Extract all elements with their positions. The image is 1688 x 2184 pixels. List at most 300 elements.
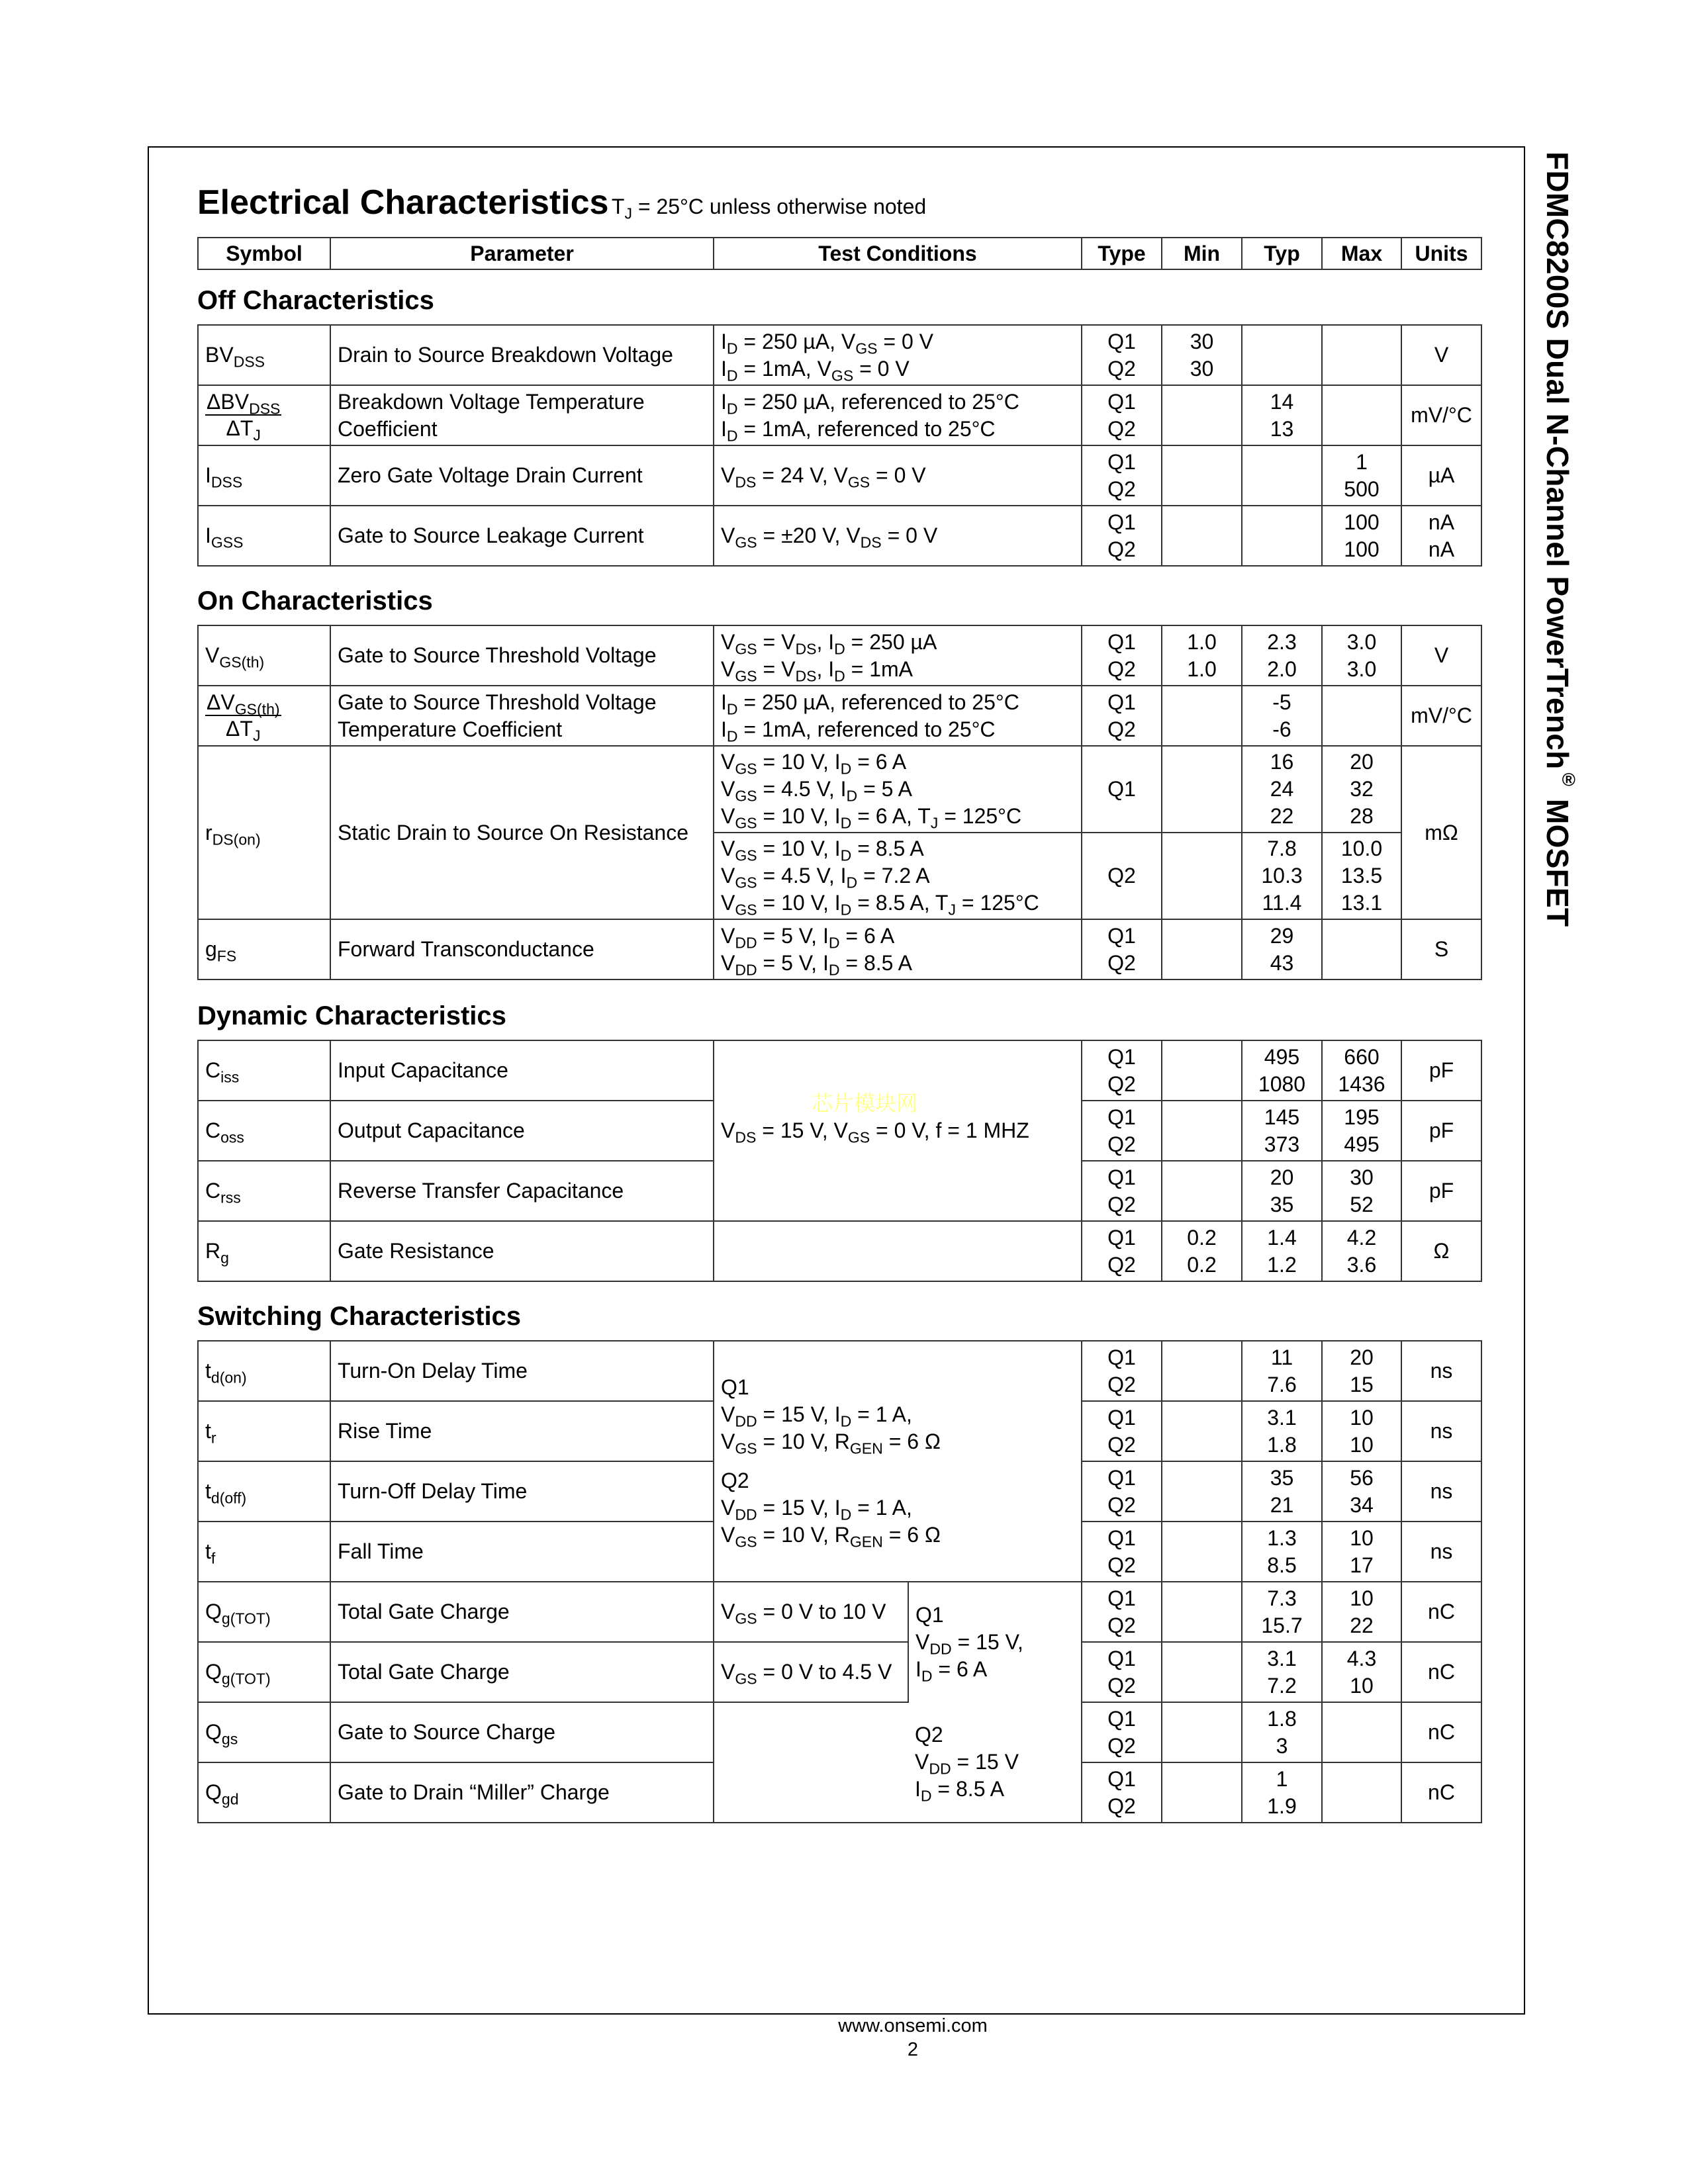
type: Q1 Q2: [1082, 1341, 1162, 1401]
text-segment: = 1mA, referenced to 25°C: [737, 717, 996, 741]
text-segment: I: [915, 1777, 921, 1801]
subscript-text: DD: [735, 960, 757, 978]
parameter: Turn-Off Delay Time: [330, 1461, 714, 1522]
units: ns: [1401, 1461, 1481, 1522]
text-segment: = 8.5 A, T: [851, 891, 949, 915]
text-segment: V: [915, 1750, 929, 1774]
text-segment: V: [721, 950, 735, 975]
text-segment: = 15 V, V: [756, 1118, 848, 1142]
registered-mark: ®: [1558, 769, 1579, 790]
text-segment: Q: [205, 1780, 222, 1804]
text-segment: = 250 µA: [845, 629, 937, 654]
table-row: [198, 385, 1481, 445]
text-line: [721, 416, 1074, 443]
symbol: [198, 1401, 330, 1461]
table-row: [198, 1702, 1481, 1762]
typ: 1.4 1.2: [1242, 1221, 1322, 1281]
subscript-text: oss: [220, 1128, 244, 1146]
min: 1.0 1.0: [1162, 625, 1242, 686]
subscript-text: DS: [795, 666, 817, 684]
text-segment: = 24 V, V: [756, 463, 848, 487]
type: Q1 Q2: [1082, 919, 1162, 979]
units: nC: [1401, 1702, 1481, 1762]
text-line: [205, 936, 323, 963]
symbol: [198, 1161, 330, 1221]
subscript-text: g(TOT): [221, 1610, 271, 1627]
text-line: [721, 522, 1074, 549]
subscript-text: DD: [735, 1506, 757, 1524]
max: 10 22: [1322, 1582, 1401, 1642]
subscript-text: r: [211, 1429, 216, 1447]
text-line: [205, 1478, 323, 1505]
subscript-text: GS: [735, 1670, 757, 1688]
text-segment: , I: [816, 657, 835, 681]
type: Q1 Q2: [1082, 1522, 1162, 1582]
max: [1322, 1702, 1401, 1762]
subscript-text: D: [840, 1506, 852, 1524]
subscript-text: GS: [735, 533, 757, 551]
text-segment: = 6 A: [851, 750, 907, 774]
text-segment: = 0 V, f = 1 MHZ: [870, 1118, 1029, 1142]
text-segment: = V: [757, 657, 796, 681]
subscript-text: DD: [929, 1760, 951, 1778]
subscript-text: DSS: [249, 399, 281, 417]
text-segment: t: [205, 1359, 211, 1383]
text-line: [915, 1602, 1074, 1629]
text-line: [205, 1538, 323, 1565]
text-line: [207, 389, 281, 417]
units: V: [1401, 325, 1481, 385]
parameter: Input Capacitance: [330, 1040, 714, 1101]
text-segment: = 15 V, I: [757, 1496, 841, 1520]
text-line: [721, 835, 1074, 862]
symbol: [198, 1582, 330, 1642]
type: Q1 Q2: [1082, 1762, 1162, 1823]
table-row: [198, 506, 1481, 566]
text-segment: C: [205, 1179, 221, 1203]
units: nC: [1401, 1582, 1481, 1642]
units: nC: [1401, 1642, 1481, 1702]
subscript-text: GS: [847, 473, 870, 491]
text-segment: I: [915, 1657, 921, 1681]
subscript-text: D: [828, 960, 840, 978]
test-conditions: [714, 625, 1082, 686]
watermark: 芯片模块网: [812, 1091, 918, 1115]
max: 1 500: [1322, 445, 1401, 506]
text-line: [205, 1418, 323, 1445]
text-segment: BV: [205, 343, 234, 367]
subscript-text: GS: [735, 814, 757, 832]
text-line: [721, 776, 1074, 803]
text-segment: = 5 V, I: [757, 950, 829, 975]
text-line: [721, 1117, 1074, 1144]
symbol: [198, 746, 330, 919]
min: 0.2 0.2: [1162, 1221, 1242, 1281]
text-line: [721, 1522, 1074, 1549]
max: 660 1436: [1322, 1040, 1401, 1101]
table-row: [198, 746, 1481, 833]
test-conditions: [714, 1040, 1082, 1221]
header-units: Units: [1401, 238, 1481, 269]
type: Q1 Q2: [1082, 1461, 1162, 1522]
text-segment: = 10 V, R: [757, 1430, 850, 1453]
gate-conditions-q2: [908, 1702, 1082, 1823]
subscript-text: f: [211, 1549, 216, 1567]
subscript-text: GS: [735, 1439, 757, 1457]
parameter: Gate to Source Threshold Voltage: [330, 625, 714, 686]
symbol: [198, 385, 330, 445]
subscript-text: GEN: [849, 1439, 883, 1457]
text-segment: ΔBV: [207, 389, 250, 414]
min: [1162, 1702, 1242, 1762]
typ: 145 373: [1242, 1101, 1322, 1161]
text-segment: Q: [205, 1720, 222, 1744]
timing-conditions-q2: [721, 1467, 1074, 1549]
text-line: [721, 803, 1074, 830]
text-line: [721, 950, 1074, 977]
subscript-text: DS: [735, 1128, 757, 1146]
subscript-text: GS: [735, 787, 757, 805]
typ: 2.3 2.0: [1242, 625, 1322, 686]
min: 30 30: [1162, 325, 1242, 385]
symbol: [198, 625, 330, 686]
typ: 20 35: [1242, 1161, 1322, 1221]
symbol: [198, 1762, 330, 1823]
type: Q1 Q2: [1082, 1401, 1162, 1461]
table-row: [198, 1221, 1481, 1281]
text-segment: = 25°C unless otherwise noted: [632, 195, 927, 218]
test-conditions: [714, 385, 1082, 445]
min: [1162, 1040, 1242, 1101]
typ: 1.3 8.5: [1242, 1522, 1322, 1582]
timing-conditions-q1: [721, 1374, 1074, 1455]
units: ns: [1401, 1401, 1481, 1461]
text-segment: = 6 A: [839, 923, 895, 948]
subscript-text: J: [252, 726, 261, 744]
min: [1162, 1461, 1242, 1522]
gate-conditions-q1: [908, 1582, 1082, 1702]
text-line: [721, 656, 1074, 683]
min: [1162, 506, 1242, 566]
text-segment: V: [721, 1496, 735, 1520]
text-segment: = 0 V to 4.5 V: [757, 1660, 892, 1684]
symbol: [198, 1040, 330, 1101]
max: [1322, 325, 1401, 385]
text-segment: I: [721, 356, 727, 381]
test-conditions: [714, 746, 1082, 833]
type: Q1 Q2: [1082, 506, 1162, 566]
type: Q1 Q2: [1082, 445, 1162, 506]
text-line: [915, 1721, 1074, 1749]
side-title-main: FDMC8200S Dual N-Channel PowerTrench: [1540, 152, 1575, 770]
subscript-text: J: [930, 814, 939, 832]
type: Q1 Q2: [1082, 1040, 1162, 1101]
subscript-text: D: [726, 399, 738, 417]
text-segment: I: [721, 717, 727, 741]
subscript-text: D: [840, 901, 852, 919]
min: [1162, 833, 1242, 919]
text-segment: = 15 V, I: [757, 1402, 841, 1426]
text-segment: Q1: [721, 1375, 749, 1399]
symbol: [198, 325, 330, 385]
text-line: [915, 1629, 1074, 1656]
text-line: [721, 749, 1074, 776]
subscript-text: D: [840, 760, 852, 778]
text-segment: Q2: [915, 1723, 943, 1747]
section-heading-off: Off Characteristics: [197, 286, 434, 315]
typ: 1.8 3: [1242, 1702, 1322, 1762]
type: Q1 Q2: [1082, 1582, 1162, 1642]
parameter: Gate to Source Leakage Current: [330, 506, 714, 566]
subscript-text: GS(th): [219, 653, 265, 671]
subscript-text: GS: [735, 874, 757, 891]
min: [1162, 1161, 1242, 1221]
text-segment: = 0 V: [877, 329, 933, 353]
subscript-text: GS: [855, 339, 878, 357]
text-line: [721, 1467, 1074, 1494]
table-row: [198, 1341, 1481, 1401]
parameter: Gate to Drain “Miller” Charge: [330, 1762, 714, 1823]
text-segment: I: [205, 523, 211, 547]
subscript-text: D: [846, 787, 858, 805]
typ: 35 21: [1242, 1461, 1322, 1522]
text-segment: ΔT: [226, 416, 254, 440]
subscript-text: d(off): [211, 1489, 247, 1507]
subscript-text: D: [726, 366, 738, 384]
test-conditions: [714, 919, 1082, 979]
symbol: [198, 686, 330, 746]
max: 10.0 13.5 13.1: [1322, 833, 1401, 919]
title-note: [611, 195, 927, 222]
text-line: [205, 1779, 323, 1806]
max: 3.0 3.0: [1322, 625, 1401, 686]
text-segment: = 125°C: [955, 891, 1039, 915]
subscript-text: DD: [735, 933, 757, 951]
text-segment: = 6 Ω: [882, 1430, 941, 1453]
text-segment: = 10 V, I: [757, 891, 841, 915]
typ: [1242, 445, 1322, 506]
text-segment: V: [721, 1600, 735, 1623]
text-segment: t: [205, 1479, 211, 1503]
type: Q1 Q2: [1082, 1101, 1162, 1161]
text-line: [721, 355, 1074, 383]
text-line: [205, 1057, 323, 1084]
units: S: [1401, 919, 1481, 979]
text-line: [721, 689, 1074, 716]
type: Q1 Q2: [1082, 625, 1162, 686]
parameter: Total Gate Charge: [330, 1642, 714, 1702]
max: 20 15: [1322, 1341, 1401, 1401]
parameter: Fall Time: [330, 1522, 714, 1582]
min: [1162, 1522, 1242, 1582]
text-segment: V: [721, 463, 735, 487]
symbol: [198, 1101, 330, 1161]
header-symbol: Symbol: [198, 238, 330, 269]
test-conditions: [714, 506, 1082, 566]
type: Q1: [1082, 746, 1162, 833]
text-segment: V: [721, 804, 735, 828]
text-segment: I: [721, 389, 727, 414]
text-line: [721, 328, 1074, 355]
table-row: [198, 625, 1481, 686]
type: Q1 Q2: [1082, 385, 1162, 445]
text-segment: I: [721, 690, 727, 714]
text-line: [205, 642, 323, 669]
text-segment: = 6 A, T: [851, 804, 931, 828]
text-segment: = 0 V: [853, 356, 910, 381]
text-segment: V: [721, 1523, 735, 1547]
text-segment: I: [721, 329, 727, 353]
symbol: [198, 1702, 330, 1762]
header-type: Type: [1082, 238, 1162, 269]
text-segment: = 8.5 A: [931, 1777, 1004, 1801]
table-row: [198, 445, 1481, 506]
parameter: Static Drain to Source On Resistance: [330, 746, 714, 919]
subscript-text: GS: [735, 666, 757, 684]
text-line: [721, 1494, 1074, 1522]
units: pF: [1401, 1040, 1481, 1101]
parameter: Gate to Source Charge: [330, 1702, 714, 1762]
subscript-text: J: [948, 901, 956, 919]
subscript-text: D: [846, 874, 858, 891]
min: [1162, 385, 1242, 445]
text-segment: V: [721, 1118, 735, 1142]
units: mV/°C: [1401, 686, 1481, 746]
header-max: Max: [1322, 238, 1401, 269]
table-row: [198, 325, 1481, 385]
fraction-denominator: [205, 416, 281, 441]
test-conditions: [714, 686, 1082, 746]
parameter: Turn-On Delay Time: [330, 1341, 714, 1401]
type: Q1 Q2: [1082, 1642, 1162, 1702]
table-row: [198, 1642, 1481, 1702]
text-line: [205, 1177, 323, 1205]
typ: 14 13: [1242, 385, 1322, 445]
text-segment: I: [721, 416, 727, 441]
section-heading-dynamic: Dynamic Characteristics: [197, 1001, 506, 1030]
text-line: [205, 1117, 323, 1144]
units: pF: [1401, 1161, 1481, 1221]
text-line: [721, 1374, 1074, 1401]
table-row: [198, 1582, 1481, 1642]
table-row: [198, 686, 1481, 746]
text-segment: = 10 V, R: [757, 1523, 850, 1547]
text-line: [721, 462, 1074, 489]
test-conditions: [714, 1642, 908, 1702]
typ: 11 7.6: [1242, 1341, 1322, 1401]
units: V: [1401, 625, 1481, 686]
text-segment: I: [205, 463, 211, 487]
table-row: [198, 1040, 1481, 1101]
page-title: [197, 183, 926, 222]
text-segment: Q2: [721, 1469, 749, 1492]
text-segment: = 10 V, I: [757, 750, 841, 774]
min: [1162, 1341, 1242, 1401]
text-segment: V: [721, 629, 735, 654]
subscript-text: D: [840, 814, 852, 832]
text-segment: = 1mA, referenced to 25°C: [737, 416, 996, 441]
text-line: [205, 716, 281, 744]
text-segment: V: [721, 1402, 735, 1426]
text-segment: = 4.5 V, I: [757, 864, 847, 887]
text-segment: Q: [205, 1660, 222, 1684]
text-segment: , I: [816, 629, 835, 654]
side-title: [1540, 152, 1579, 927]
subscript-text: GS: [735, 901, 757, 919]
max: 195 495: [1322, 1101, 1401, 1161]
subscript-text: GSS: [211, 533, 244, 551]
type: Q1 Q2: [1082, 325, 1162, 385]
symbol: [198, 506, 330, 566]
text-segment: = 1 A,: [851, 1496, 912, 1520]
typ: 29 43: [1242, 919, 1322, 979]
min: [1162, 746, 1242, 833]
text-segment: C: [205, 1118, 221, 1142]
text-line: [205, 416, 281, 441]
typ: 495 1080: [1242, 1040, 1322, 1101]
text-line: [915, 1776, 1074, 1803]
text-line: [205, 1598, 323, 1625]
text-segment: = 6 A: [932, 1657, 988, 1681]
subscript-text: DD: [735, 1412, 757, 1430]
header-parameter: Parameter: [330, 238, 714, 269]
text-segment: V: [721, 864, 735, 887]
text-segment: = 15 V: [951, 1750, 1019, 1774]
subscript-text: rss: [220, 1189, 241, 1206]
parameter: Gate Resistance: [330, 1221, 714, 1281]
symbol: [198, 1642, 330, 1702]
typ: [1242, 325, 1322, 385]
min: [1162, 445, 1242, 506]
text-segment: = 250 µA, referenced to 25°C: [737, 389, 1019, 414]
typ: -5 -6: [1242, 686, 1322, 746]
fraction-numerator: [205, 690, 281, 716]
max: 20 32 28: [1322, 746, 1401, 833]
text-segment: V: [205, 643, 220, 667]
text-line: [721, 1401, 1074, 1428]
text-segment: Q1: [915, 1603, 944, 1627]
footer-url[interactable]: www.onsemi.com: [838, 2015, 988, 2036]
subscript-text: D: [726, 727, 738, 745]
text-segment: = 0 V to 10 V: [757, 1600, 886, 1623]
units: nC: [1401, 1762, 1481, 1823]
text-segment: = 0 V: [881, 523, 938, 547]
text-line: [721, 1598, 901, 1625]
gate-conditions-spacer: [714, 1702, 908, 1823]
text-segment: = 1mA: [845, 657, 914, 681]
column-header-table: [197, 237, 1482, 270]
text-segment: = V: [757, 629, 796, 654]
subscript-text: D: [726, 426, 738, 444]
fraction-denominator: [205, 716, 281, 744]
text-segment: = 8.5 A: [839, 950, 912, 975]
subscript-text: D: [834, 639, 845, 657]
text-segment: = 0 V: [870, 463, 926, 487]
subscript-text: J: [624, 205, 632, 222]
dynamic-characteristics-table: [197, 1040, 1482, 1282]
max: 30 52: [1322, 1161, 1401, 1221]
text-segment: = 8.5 A: [851, 837, 924, 860]
text-line: [721, 923, 1074, 950]
header-min: Min: [1162, 238, 1242, 269]
text-line: [205, 1659, 323, 1686]
subscript-text: DS: [860, 533, 882, 551]
text-segment: = 10 V, I: [757, 804, 841, 828]
type: Q1 Q2: [1082, 1221, 1162, 1281]
text-segment: C: [205, 1058, 221, 1082]
text-segment: V: [721, 750, 735, 774]
parameter: Total Gate Charge: [330, 1582, 714, 1642]
